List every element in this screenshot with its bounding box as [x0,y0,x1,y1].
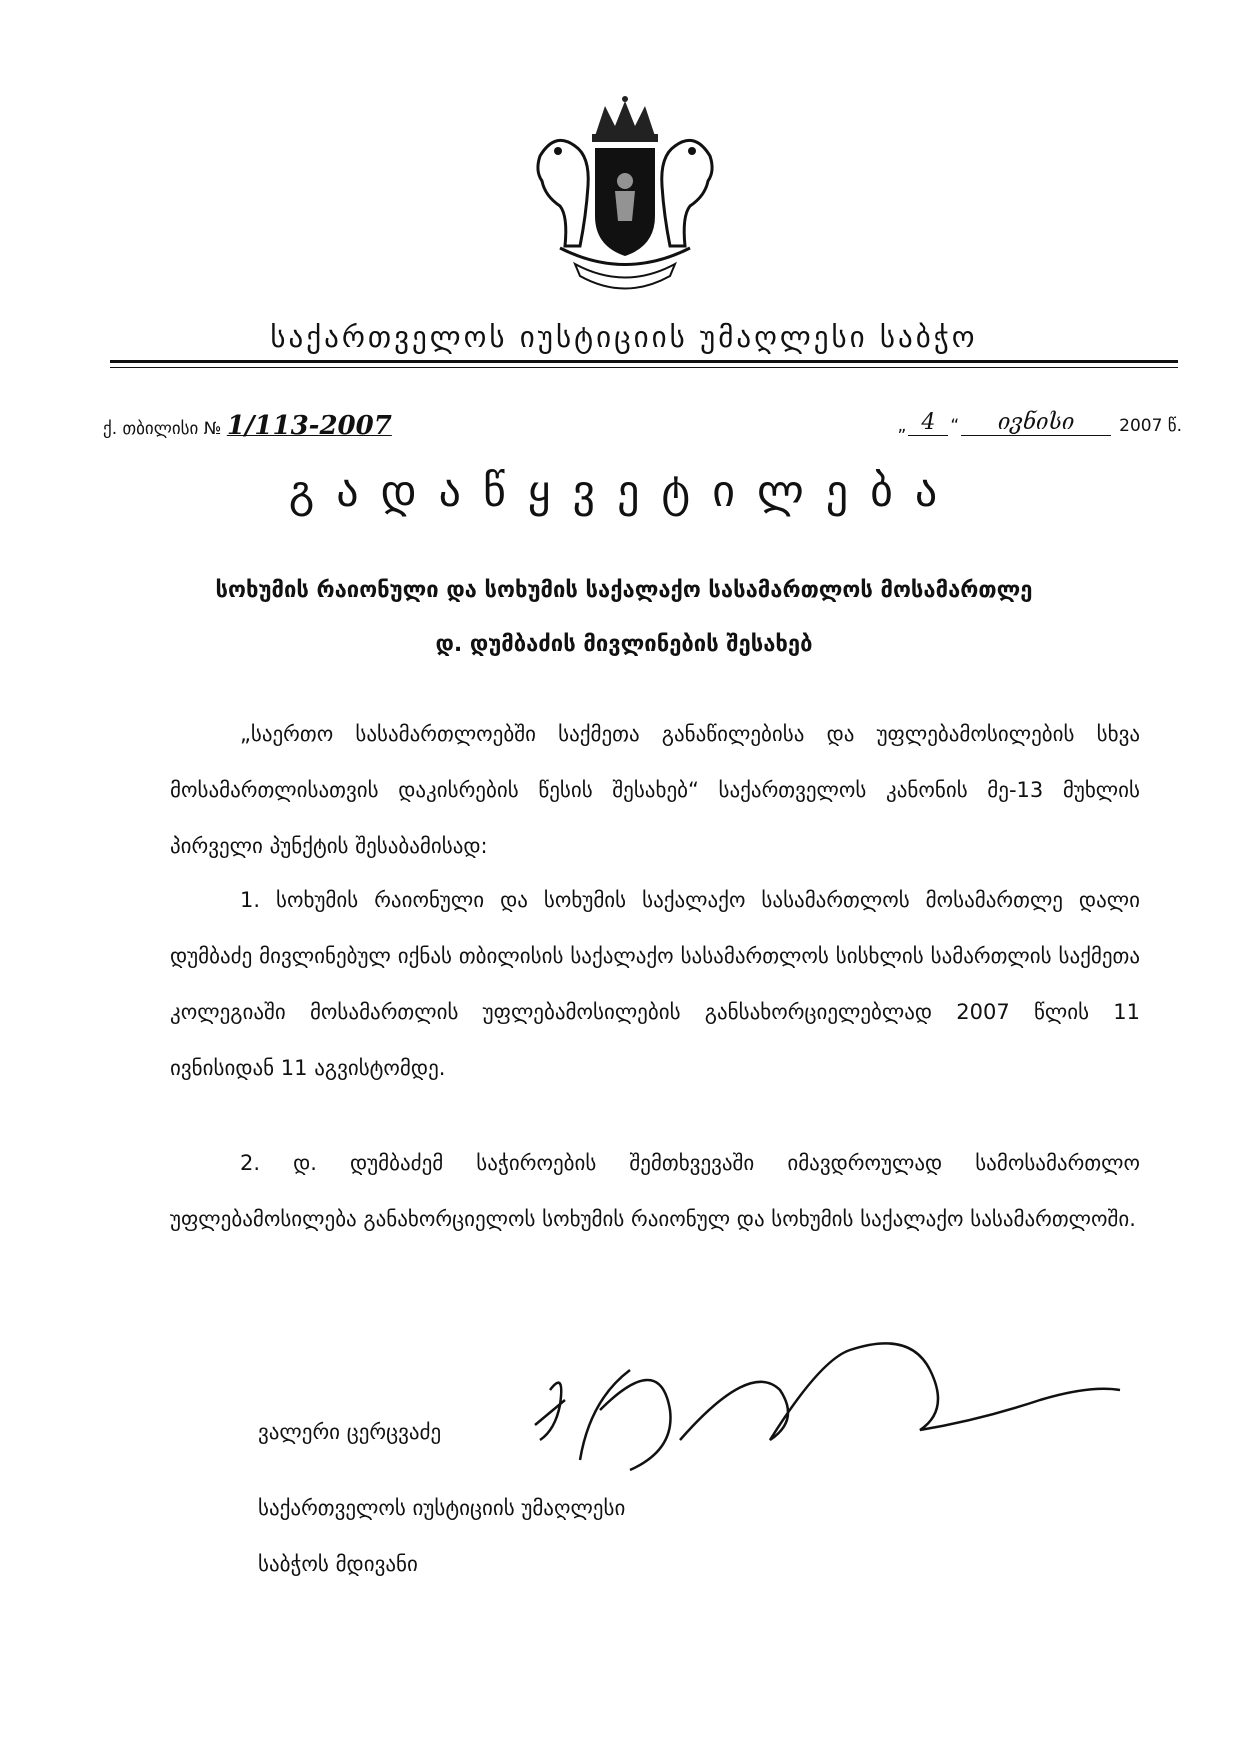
signatory-title-line-1: საქართველოს იუსტიციის უმაღლესი [258,1496,626,1520]
date-close-quote: “ [950,416,960,436]
subject-line-1: სოხუმის რაიონული და სოხუმის საქალაქო სასამართლოს მოსამართლე [215,578,1033,603]
signatory-title-line-2: საბჭოს მდივანი [258,1552,418,1576]
document-date [898,410,1183,436]
council-name: საქართველოს იუსტიციის უმაღლესი საბჭო [270,320,978,354]
date-year: 2007 წ. [1119,416,1182,436]
subject-line-2: დ. დუმბაძის მივლინების შესახებ [435,632,813,657]
coat-of-arms-icon [520,96,730,296]
document-title: გადაწყვეტილება [288,466,960,517]
document-place-number [103,411,392,441]
intro-paragraph: „საერთო სასამართლოებში საქმეთა განაწილებისა და უფლებამოსილების სხვა მოსამართლისათვის დაკისრების წესის შესახებ“ საქართველოს კანონის მე-13 მუხლის პირველი პუნქტის შესაბამისად: [170,722,1140,858]
coat-of-arms-emblem [520,96,730,296]
item-2-paragraph: 2. დ. დუმბაძემ საჭიროების შემთხვევაში იმავდროულად სამოსამართლო უფლებამოსილება განახორციელოს სოხუმის რაიონულ და სოხუმის საქალაქო სასამართლოში. [170,1151,1140,1231]
date-open-quote: „ [897,416,907,436]
place-label: ქ. თბილისი № [103,419,222,439]
handwritten-signature [520,1330,1140,1480]
date-month: ივნისი [961,410,1111,436]
header-divider-thin [110,367,1178,368]
header-divider [110,360,1178,363]
item-1-paragraph: 1. სოხუმის რაიონული და სოხუმის საქალაქო სასამართლოს მოსამართლე დალი დუმბაძე მივლინებულ იქნას თბილისის საქალაქო სასამართლოს სისხლის სამართლის საქმეთა კოლეგიაში მოსამართლის უფლებამოსილების განსახორციელებლად 2007 წლის 11 ივნისიდან 11 აგვისტომდე. [170,888,1140,1080]
date-day: 4 [908,410,948,436]
signature-icon [520,1330,1140,1480]
signatory-name: ვალერი ცერცვაძე [258,1420,442,1444]
document-number: 1/113-2007 [226,411,392,441]
